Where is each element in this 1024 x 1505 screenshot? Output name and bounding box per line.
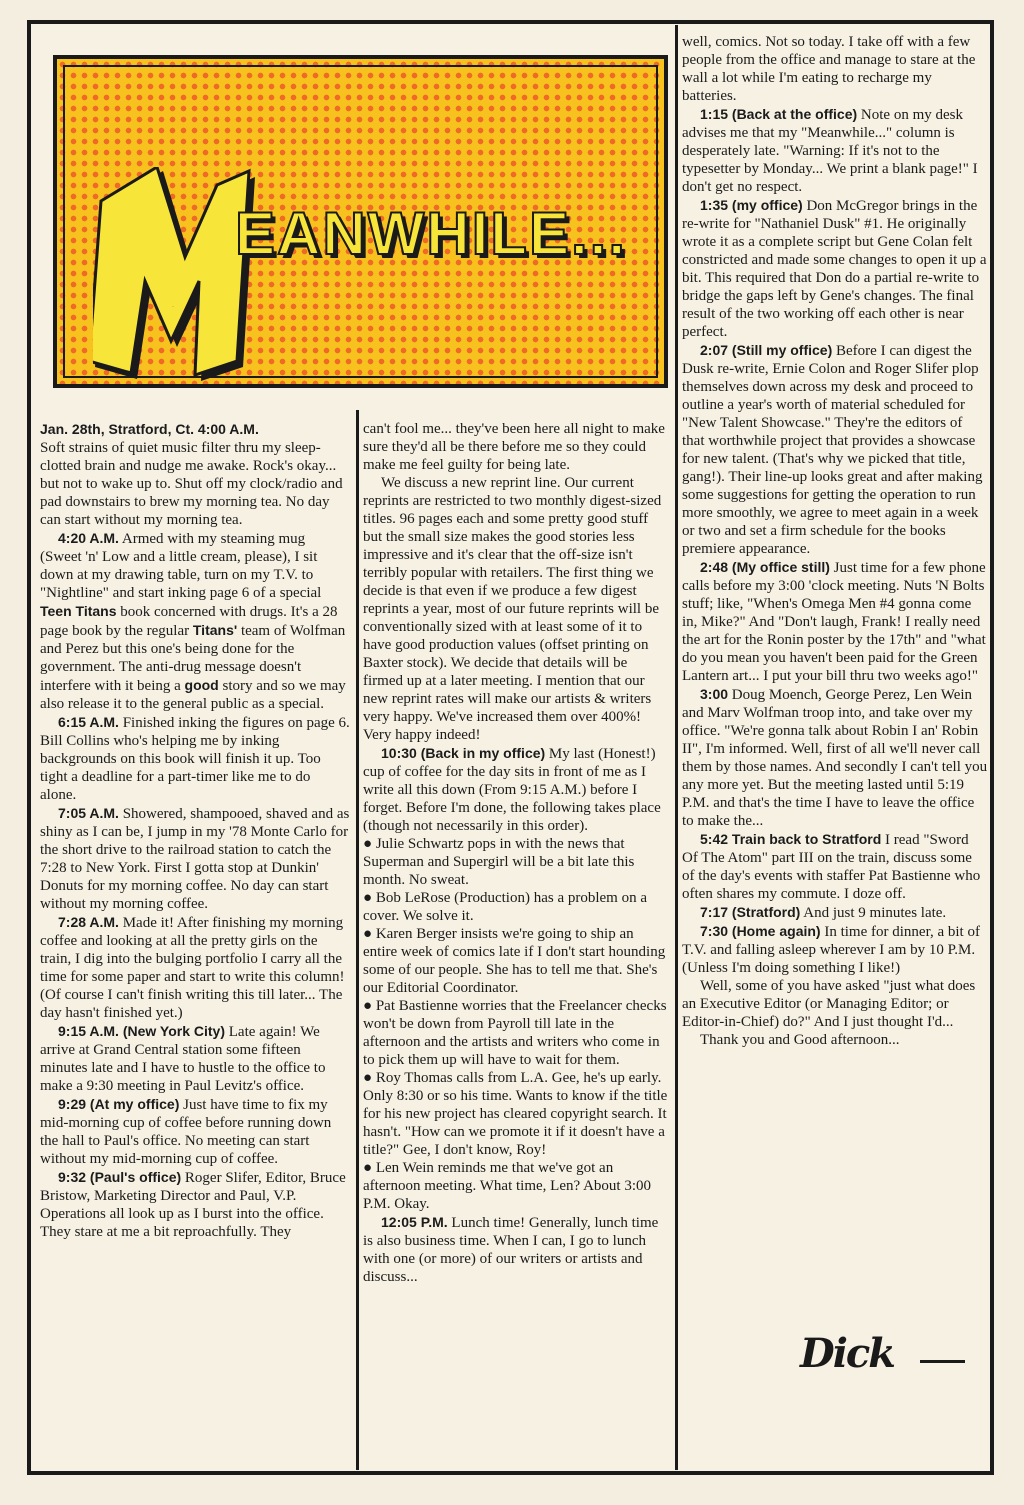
paragraph: 7:05 A.M. Showered, shampooed, shaved and as shiny as I can be, I jump in my '78 Monte Carlo for the short drive to the railroad station to catch the 7:28 to New York. First I gotta stop at Dunkin' Donuts for my morning coffee. No day can start without my morning coffee. — [40, 805, 350, 912]
paragraph: 7:28 A.M. Made it! After finishing my morning coffee and looking at all the pretty girls on the train, I dig into the bulging portfolio I carry all the time for some paper and start to write this column! (Of course I can't finish writing this till later... The day hasn't finished yet.) — [40, 914, 345, 1021]
masthead-title: EANWHILE... — [235, 200, 627, 267]
column-1 — [40, 420, 350, 1241]
bullet-item: ● Julie Schwartz pops in with the news that Superman and Supergirl will be a bit late this month. No sweat. — [363, 835, 669, 889]
paragraph: 7:17 (Stratford) And just 9 minutes late. — [700, 904, 947, 921]
column-2 — [363, 420, 669, 1286]
paragraph: 1:15 (Back at the office) Note on my desk advises me that my "Meanwhile..." column is desperately late. "Warning: If it's not to the typesetter by Monday... We print a blank page!" I don't get no respect. — [682, 106, 978, 195]
paragraph: 3:00 Doug Moench, George Perez, Len Wein and Marv Wolfman troop into, and take over my office. "We're gonna talk about Robin I an' Robin II", I'm informed. Well, first of all we'll never call them by those names. And secondly I can't tell you any more yet. But the meeting lasted until 5:19 P.M. and that's the time I have to leave the office to make the... — [682, 686, 988, 829]
masthead-banner — [53, 55, 668, 388]
paragraph: 7:30 (Home again) In time for dinner, a bit of T.V. and falling asleep wherever I am by 10 P.M. (Unless I'm doing something I like!) — [682, 923, 980, 976]
big-m-letter: M — [172, 307, 174, 308]
paragraph: 6:15 A.M. Finished inking the figures on page 6. Bill Collins who's helping me by inking backgrounds on this book will finish it up. Too tight a deadline for a part-timer like me to do alone. — [40, 714, 350, 803]
paragraph: 9:15 A.M. (New York City) Late again! We arrive at Grand Central station some fifteen minutes late and I have to hustle to the office to make a 9:30 meeting in Paul Levitz's office. — [40, 1023, 326, 1094]
column-rule-1 — [356, 410, 359, 1470]
paragraph: 2:48 (My office still) Just time for a few phone calls before my 3:00 'clock meeting. Nuts 'N Bolts stuff; like, "When's Omega Men #4 gonna come in, Mike?" And "Don't laugh, Frank! I really need the art for the Ronin poster by the 17th" and "what do you mean you haven't been paid for the Green Lantern art... I put your bill thru two weeks ago!" — [682, 559, 986, 684]
signature: Dick — [800, 1330, 894, 1377]
column-3 — [682, 33, 988, 1049]
paragraph: Thank you and Good afternoon... — [700, 1032, 900, 1048]
paragraph: 5:42 Train back to Stratford I read "Sword Of The Atom" part III on the train, discuss some of the day's events with staffer Pat Bastienne who often shares my commute. I doze off. — [682, 831, 981, 902]
bullet-item: ● Karen Berger insists we're going to ship an entire week of comics late if I don't start hounding some of our people. She has to tell me that. She's our Editorial Coordinator. — [363, 925, 669, 997]
dateline: Jan. 28th, Stratford, Ct. 4:00 A.M. — [40, 421, 259, 437]
paragraph: can't fool me... they've been here all night to make sure they'd all be there before me so they could make me feel guilty for being late. — [363, 421, 665, 473]
paragraph: 4:20 A.M. Armed with my steaming mug (Sweet 'n' Low and a little cream, please), I sit down at my drawing table, turn on my T.V. to "Nightline" and start inking page 6 of a special Teen Titans book concerned with drugs. It's a 28 page book by the regular Titans' team of Wolfman and Perez but this one's being done for the government. The anti-drug message doesn't interfere with it being a good story and so we may also release it to the general public as a special. — [40, 530, 346, 712]
bullet-item: ● Pat Bastienne worries that the Freelancer checks won't be down from Payroll till late in the afternoon and the artists and writers who come in to pick them up will have to wait for them. — [363, 997, 669, 1069]
paragraph: 9:29 (At my office) Just have time to fix my mid-morning cup of coffee before running down the hall to Paul's office. No meeting can start without my mid-morning cup of coffee. — [40, 1096, 332, 1167]
bullet-item: ● Len Wein reminds me that we've got an afternoon meeting. What time, Len? About 3:00 P.M. Okay. — [363, 1159, 669, 1213]
bullet-item: ● Bob LeRose (Production) has a problem on a cover. We solve it. — [363, 889, 669, 925]
paragraph: Well, some of you have asked "just what does an Executive Editor (or Managing Editor; or Editor-in-Chief) do?" And I just thought I'd... — [682, 978, 976, 1030]
paragraph: 9:32 (Paul's office) Roger Slifer, Editor, Bruce Bristow, Marketing Director and Paul, V.P. Operations all look up as I burst into the office. They stare at me a bit reproachfully. They — [40, 1169, 346, 1240]
paragraph: 10:30 (Back in my office) My last (Honest!) cup of coffee for the day sits in front of me as I write all this down (From 9:15 A.M.) before I forget. Before I'm done, the following takes place (though not necessarily in this order). — [363, 745, 661, 834]
bullet-item: ● Roy Thomas calls from L.A. Gee, he's up early. Only 8:30 or so his time. Wants to know if the title for his new project has cleared copyright search. It hasn't. "How can we promote it if it doesn't have a title?" Gee, I don't know, Roy! — [363, 1069, 669, 1159]
paragraph: well, comics. Not so today. I take off with a few people from the office and manage to stare at the wall a lot while I'm eating to recharge my batteries. — [682, 34, 976, 104]
paragraph: We discuss a new reprint line. Our current reprints are restricted to two monthly digest-sized titles. 96 pages each and some pretty good stuff but the small size makes the good stories less impressive and it's clear that the off-size isn't terribly popular with retailers. The first thing we decide is that even if we produce a few digest reprints a year, most of our future reprints will be conventionally sized with at least some of it to have good production values (offset printing on Baxter stock). We decide that details will be firmed up at a later meeting. I mention that our new reprint rates will make our artists & writers very happy. We've increased them over 400%! Very happy indeed! — [363, 475, 662, 743]
paragraph: Soft strains of quiet music filter thru my sleep-clotted brain and nudge me awake. Rock's okay... but not to wake up to. Shut off my clock/radio and pad downstairs to brew my morning tea. No day can start without my morning tea. — [40, 440, 343, 528]
paragraph: 12:05 P.M. Lunch time! Generally, lunch time is also business time. When I can, I go to lunch with one (or more) of our writers or artists and discuss... — [363, 1214, 659, 1285]
paragraph: 2:07 (Still my office) Before I can digest the Dusk re-write, Ernie Colon and Roger Slifer plop themselves down across my desk and proceed to outline a year's worth of material scheduled for "New Talent Showcase." They're the editors of that worthwhile project that provides a showcase for new talent. (That's why we picked that title, gang!). Their line-up looks great and after making some suggestions for getting the operation to run more smoothly, we agree to meet again in a week or two and set a firm schedule for the books premiere appearance. — [682, 342, 983, 557]
column-rule-2 — [675, 25, 678, 1470]
paragraph: 1:35 (my office) Don McGregor brings in the re-write for "Nathaniel Dusk" #1. He originally wrote it as a complete script but Gene Colan felt constricted and made some changes to open it up a bit. This required that Don do a partial re-write to bridge the gaps left by Gene's changes. The final result of the two working off each other is near perfect. — [682, 197, 987, 340]
